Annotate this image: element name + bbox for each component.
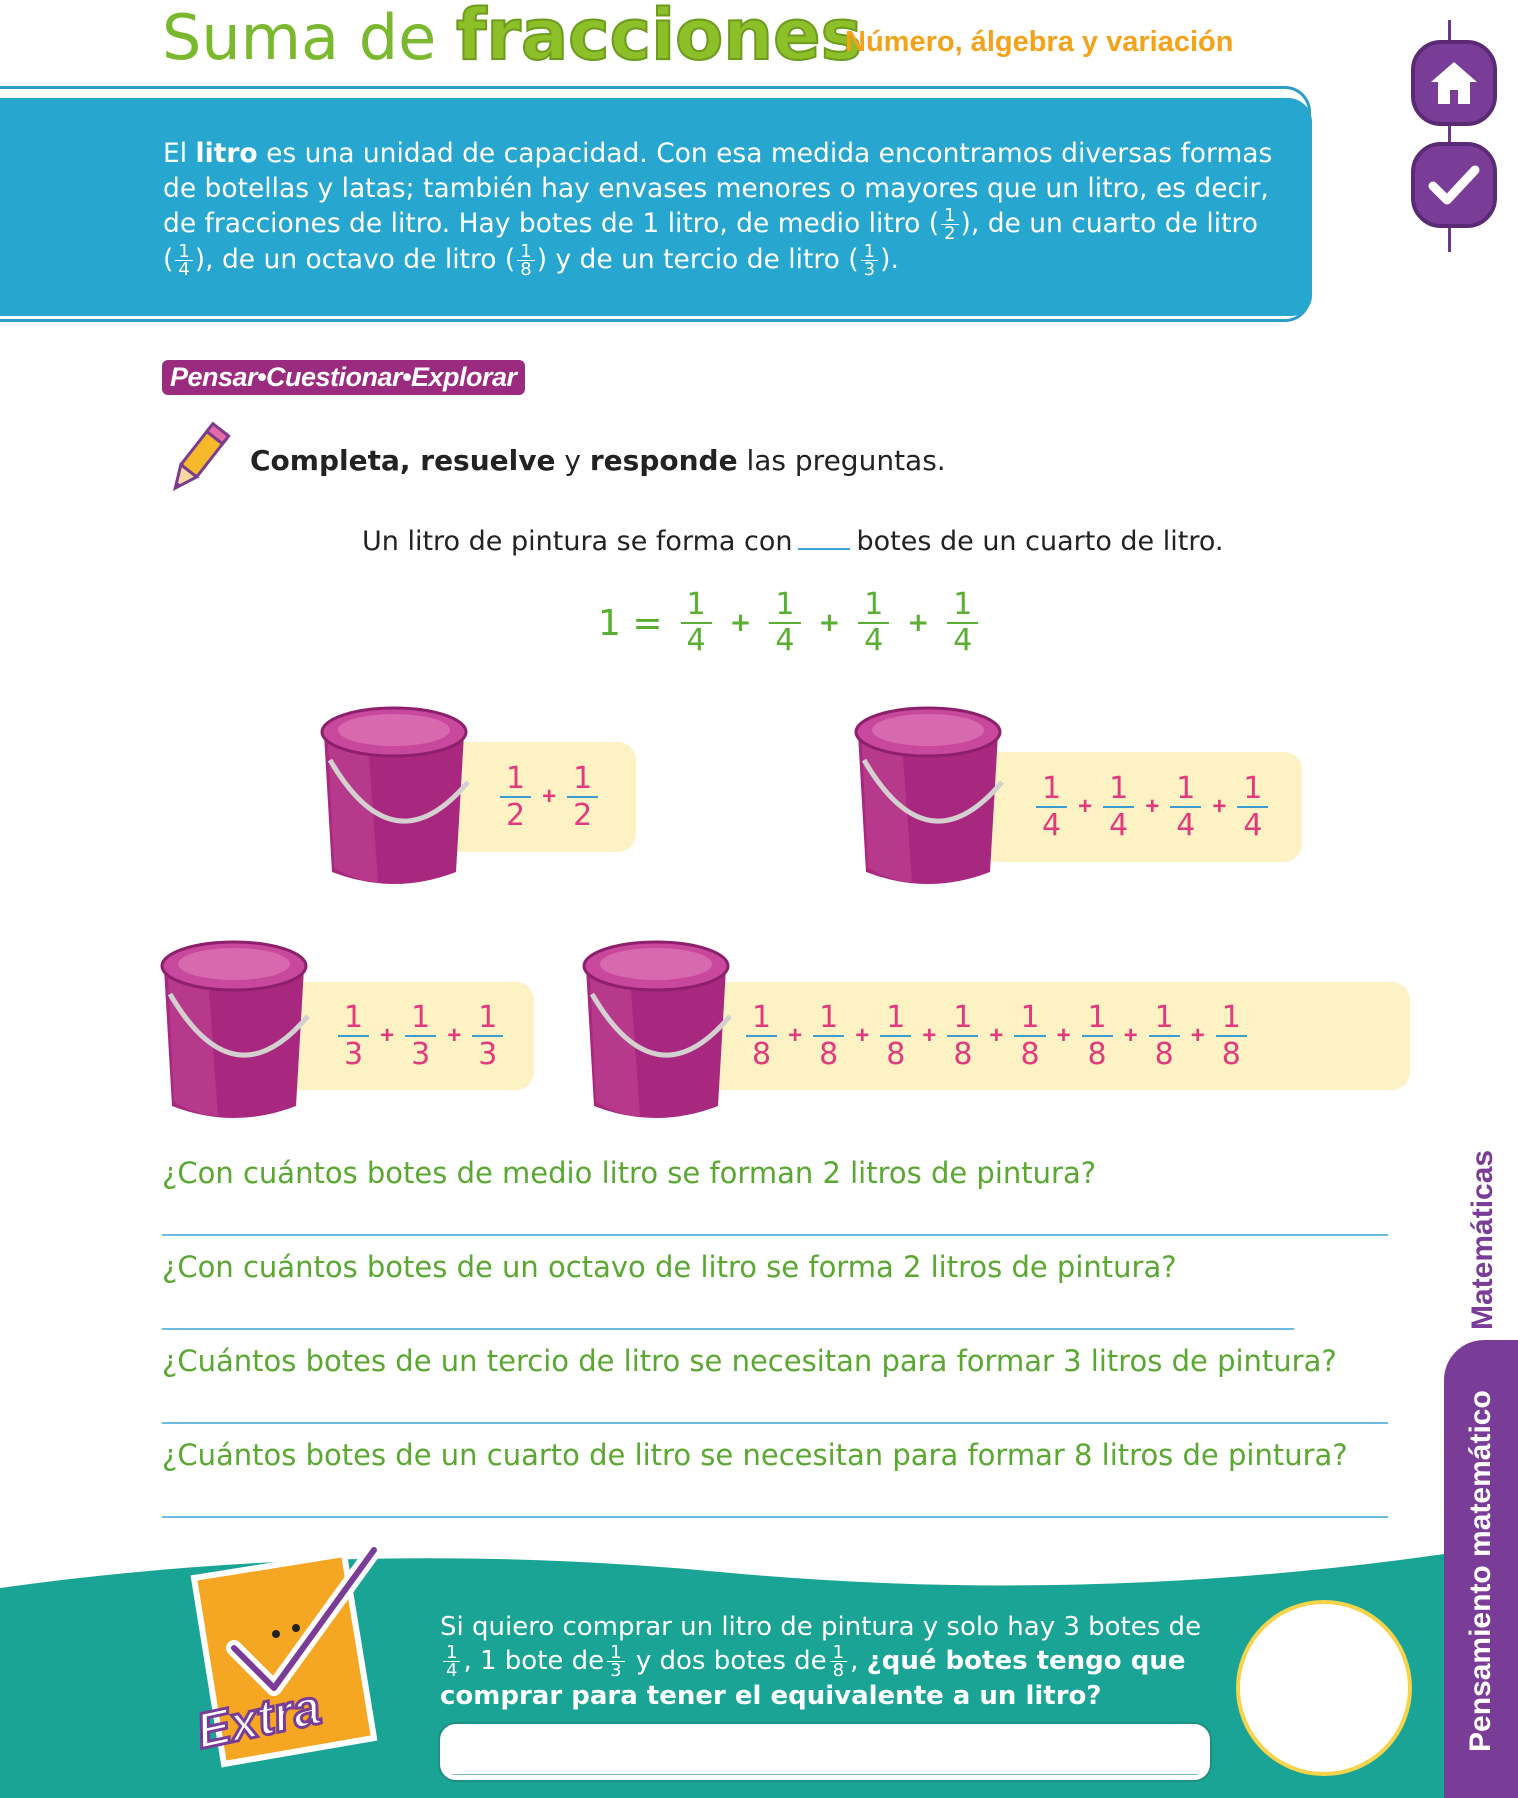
fraction: $\frac{1}{3}$ [405, 1002, 436, 1070]
fraction: $\frac{1}{2}$ [567, 763, 598, 831]
equation: 1 = $\frac{1}{4}$ + $\frac{1}{4}$ + $\frac{1}{4}$ + $\frac{1}{4}$ [598, 590, 978, 656]
answer-line-4[interactable] [162, 1516, 1388, 1518]
paint-bucket-icon [318, 700, 478, 890]
extra-answer-box[interactable] [438, 1722, 1212, 1782]
eighths-strip: 1 8 + $\frac{1}{8}$ + $\frac{1}{8}$ + $\frac{1}{8}$ + $\frac{1}{8}$ + $\frac{1}{8}$ + $\frac{1}{8}$ + $\frac{1}{8}$ [700, 982, 1410, 1090]
fraction-quarter: $\frac{1}{4}$ [175, 243, 192, 278]
intro-text: El litro es una unidad de capacidad. Con esa medida encontramos diversas formas de botellas y latas; también hay envases menores o mayores que un litro, es decir, de fracciones de litro. Hay botes de 1 litro, de medio litro ( $\frac{1}{2}$ ), de un cuarto de litro ( $\frac{1}{4}$ ), de un octavo de litro ( $\frac{1}{8}$ ) y de un tercio de litro ( $\frac{1}{3}$ ). [163, 138, 1273, 280]
fraction: $\frac{1}{8}$ [1216, 1002, 1247, 1070]
fraction: $\frac{1}{8}$ [1082, 1002, 1113, 1070]
question-4: ¿Cuántos botes de un cuarto de litro se necesitan para formar 8 litros de pintura? [162, 1438, 1348, 1472]
fraction: $\frac{1}{8}$ [813, 1002, 844, 1070]
fraction-eighth: $\frac{1}{8}$ [517, 243, 534, 278]
fraction: $\frac{1}{8}$ [1014, 1002, 1045, 1070]
check-button[interactable] [1411, 142, 1497, 228]
eq-fraction: $\frac{1}{4}$ [858, 590, 889, 656]
answer-circle[interactable] [1236, 1600, 1412, 1776]
paint-bucket-icon [158, 934, 318, 1124]
eq-fraction: $\frac{1}{4}$ [681, 590, 712, 656]
halves-strip: 1 2 + $\frac{1}{2}$ [440, 742, 636, 852]
extra-answer-line [452, 1774, 1198, 1775]
fill-in-sentence: Un litro de pintura se forma con botes de un cuarto de litro. [362, 526, 1224, 557]
side-tab-pensamiento[interactable]: Pensamiento matemático [1444, 1340, 1518, 1798]
fraction: $\frac{1}{8}$ [830, 1644, 847, 1679]
pencil-icon [164, 418, 232, 500]
fraction: $\frac{1}{3}$ [472, 1002, 503, 1070]
home-button[interactable] [1411, 40, 1497, 126]
question-3: ¿Cuántos botes de un tercio de litro se necesitan para formar 3 litros de pintura? [162, 1344, 1337, 1378]
fraction: $\frac{1}{4}$ [1170, 773, 1201, 841]
eq-fraction: $\frac{1}{4}$ [769, 590, 800, 656]
fraction: 1 8 [746, 1002, 777, 1070]
quarters-strip: 1 4 + $\frac{1}{4}$ + $\frac{1}{4}$ + $\frac{1}{4}$ [980, 752, 1302, 862]
fraction: $\frac{1}{8}$ [947, 1002, 978, 1070]
page-title: Suma de fracciones [162, 0, 862, 73]
fraction: $\frac{1}{8}$ [880, 1002, 911, 1070]
thirds-strip: 1 3 + $\frac{1}{3}$ + $\frac{1}{3}$ [276, 982, 534, 1090]
fraction: $\frac{1}{8}$ [1149, 1002, 1180, 1070]
fraction: $\frac{1}{4}$ [443, 1644, 460, 1679]
fill-in-blank[interactable] [798, 548, 850, 550]
paint-bucket-icon [580, 934, 740, 1124]
page-subtitle: Número, álgebra y variación [845, 26, 1234, 58]
title-highlight: fracciones [455, 0, 863, 76]
extra-label: Extra [191, 1678, 326, 1760]
side-tab-matematicas[interactable]: Matemáticas [1466, 1149, 1499, 1330]
answer-line-1[interactable] [162, 1234, 1388, 1236]
instruction: Completa, resuelve y responde las preguntas. [250, 444, 946, 477]
section-badge: Pensar•Cuestionar•Explorar [162, 360, 525, 395]
question-1: ¿Con cuántos botes de medio litro se forman 2 litros de pintura? [162, 1156, 1097, 1190]
fraction: 1 2 [500, 763, 531, 831]
answer-line-2[interactable] [162, 1328, 1294, 1330]
fraction: $\frac{1}{4}$ [1103, 773, 1134, 841]
check-icon [1427, 162, 1481, 208]
fraction: $\frac{1}{4}$ [1237, 773, 1268, 841]
extra-problem-text: Si quiero comprar un litro de pintura y solo hay 3 botes de $\frac{1}{4}$ , 1 bote de $\frac{1}{3}$ y dos botes de $\frac{1}{8}$ , ¿qué botes tengo que comprar para tener el equivalente a un litro? [440, 1612, 1202, 1711]
fraction-third: $\frac{1}{3}$ [861, 243, 878, 278]
eq-fraction: $\frac{1}{4}$ [947, 590, 978, 656]
answer-line-3[interactable] [162, 1422, 1388, 1424]
home-icon [1427, 58, 1481, 108]
fraction: 1 3 [338, 1002, 369, 1070]
paint-bucket-icon [852, 700, 1012, 890]
question-2: ¿Con cuántos botes de un octavo de litro se forma 2 litros de pintura? [162, 1250, 1177, 1284]
fraction: $\frac{1}{3}$ [607, 1644, 624, 1679]
extra-badge-icon [164, 1538, 404, 1788]
fraction: 1 4 [1036, 773, 1067, 841]
fraction-half: $\frac{1}{2}$ [941, 207, 958, 242]
